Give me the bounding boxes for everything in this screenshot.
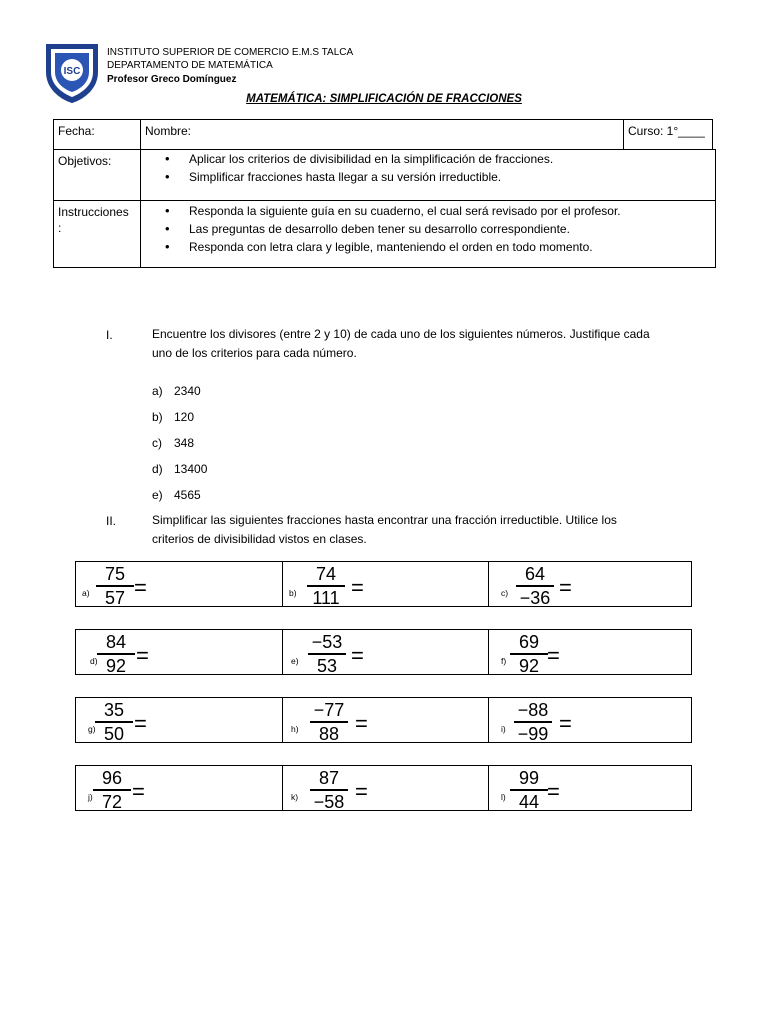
numerator: −88 (517, 700, 549, 720)
fraction-b (304, 564, 348, 608)
fraction-g (92, 700, 136, 744)
fraction-bar (516, 585, 554, 587)
item-letter: a) (152, 384, 163, 398)
fraction-cell-g[interactable] (76, 698, 282, 742)
fraction-h (307, 700, 351, 744)
item-letter: e) (152, 488, 163, 502)
fraction-cell-j[interactable] (76, 766, 282, 810)
objetivo-item: • Simplificar fracciones hasta llegar a su versión irreductible. (161, 168, 553, 186)
department-name: DEPARTAMENTO DE MATEMÁTICA (107, 60, 273, 71)
number-item-b (152, 410, 194, 424)
numerator: 99 (518, 768, 540, 788)
equals-sign: = (351, 643, 364, 668)
fraction-bar (93, 789, 131, 791)
fraction-label: l) (501, 792, 506, 802)
equals-sign: = (547, 779, 560, 804)
equals-sign: = (355, 779, 368, 804)
item-value: 348 (174, 436, 195, 450)
fraction-label: i) (501, 724, 506, 734)
page-title: MATEMÁTICA: SIMPLIFICACIÓN DE FRACCIONES (246, 93, 522, 105)
equals-sign: = (559, 575, 572, 600)
fraction-row (75, 629, 692, 675)
item-letter: c) (152, 436, 162, 450)
fraction-label: g) (88, 724, 96, 734)
fraction-bar (510, 789, 548, 791)
objetivos-list (161, 150, 553, 186)
curso-label: Curso: 1°____ (628, 124, 705, 138)
section2-numeral: II. (106, 514, 117, 528)
fraction-cell-l[interactable] (488, 766, 691, 810)
instruccion-item: • Las preguntas de desarrollo deben tener su desarrollo correspondiente. (161, 220, 621, 238)
denominator: 111 (312, 588, 340, 608)
fraction-cell-e[interactable] (282, 630, 488, 674)
fraction-bar (307, 585, 345, 587)
instrucciones-cell (140, 200, 716, 268)
fraction-label: a) (82, 588, 90, 598)
number-item-d (152, 462, 207, 476)
fraction-bar (96, 585, 134, 587)
fraction-label: c) (501, 588, 509, 598)
fraction-row (75, 765, 692, 811)
fraction-f (507, 632, 551, 676)
instrucciones-label: Instrucciones (58, 205, 129, 219)
numerator: 64 (524, 564, 546, 584)
fraction-k (307, 768, 351, 812)
curso-cell[interactable] (623, 119, 713, 150)
item-value: 13400 (174, 462, 208, 476)
nombre-label: Nombre: (145, 124, 192, 138)
numerator: 84 (105, 632, 127, 652)
fraction-label: d) (90, 656, 98, 666)
equals-sign: = (559, 711, 572, 736)
objetivos-label-cell (53, 149, 141, 201)
section1-statement: Encuentre los divisores (entre 2 y 10) de cada uno de los siguientes números. Justifique cada uno de los criterios para cada número. (152, 327, 650, 360)
denominator: 92 (105, 656, 127, 676)
equals-sign: = (132, 779, 145, 804)
objetivos-cell (140, 149, 716, 201)
fraction-l (507, 768, 551, 812)
numerator: 74 (315, 564, 337, 584)
fraction-label: h) (291, 724, 299, 734)
number-item-e (152, 488, 201, 502)
section1-numeral: I. (106, 328, 113, 342)
item-value: 4565 (174, 488, 201, 502)
number-item-a (152, 384, 201, 398)
section2-statement: Simplificar las siguientes fracciones hasta encontrar una fracción irreductible. Utilice los criterios de divisibilidad vistos en clases. (152, 513, 617, 546)
fraction-bar (95, 721, 133, 723)
fraction-e (305, 632, 349, 676)
fraction-row (75, 561, 692, 607)
teacher-name: Profesor Greco Domínguez (107, 74, 237, 85)
numerator: 69 (518, 632, 540, 652)
fraction-cell-a[interactable] (76, 562, 282, 606)
item-value: 120 (174, 410, 195, 424)
numerator: 87 (318, 768, 340, 788)
fraction-cell-k[interactable] (282, 766, 488, 810)
fraction-bar (310, 721, 348, 723)
instruccion-item: • Responda la siguiente guía en su cuaderno, el cual será revisado por el profesor. (161, 202, 621, 220)
fraction-i (511, 700, 555, 744)
denominator: −99 (517, 724, 549, 744)
equals-sign: = (547, 643, 560, 668)
objetivos-label: Objetivos: (58, 154, 112, 168)
item-letter: d) (152, 462, 163, 476)
numerator: −77 (313, 700, 345, 720)
instruccion-item: • Responda con letra clara y legible, manteniendo el orden en todo momento. (161, 238, 621, 256)
denominator: 53 (316, 656, 338, 676)
fraction-bar (308, 653, 346, 655)
number-item-c (152, 436, 194, 450)
fraction-label: k) (291, 792, 299, 802)
numerator: 75 (104, 564, 126, 584)
fraction-cell-h[interactable] (282, 698, 488, 742)
instrucciones-colon: : (58, 221, 62, 235)
denominator: 72 (101, 792, 123, 812)
fraction-label: e) (291, 656, 299, 666)
denominator: −58 (313, 792, 345, 812)
objetivo-item: • Aplicar los criterios de divisibilidad en la simplificación de fracciones. (161, 150, 553, 168)
equals-sign: = (136, 643, 149, 668)
fraction-label: f) (501, 656, 507, 666)
denominator: 88 (318, 724, 340, 744)
fraction-label: j) (88, 792, 93, 802)
fraction-bar (514, 721, 552, 723)
fecha-label: Fecha: (58, 124, 95, 138)
item-value: 2340 (174, 384, 201, 398)
equals-sign: = (351, 575, 364, 600)
instrucciones-label-cell (53, 200, 141, 268)
fraction-a (93, 564, 137, 608)
fraction-bar (310, 789, 348, 791)
denominator: 92 (518, 656, 540, 676)
logo-text: ISC (63, 66, 81, 77)
fraction-row (75, 697, 692, 743)
denominator: 50 (103, 724, 125, 744)
numerator: 96 (101, 768, 123, 788)
institution-name: INSTITUTO SUPERIOR DE COMERCIO E.M.S TALCA (107, 47, 354, 58)
nombre-cell[interactable] (140, 119, 624, 150)
item-letter: b) (152, 410, 163, 424)
fraction-label: b) (289, 588, 297, 598)
fraction-bar (97, 653, 135, 655)
fraction-c (513, 564, 557, 608)
equals-sign: = (134, 575, 147, 600)
equals-sign: = (134, 711, 147, 736)
fraction-cell-c[interactable] (488, 562, 691, 606)
fraction-cell-d[interactable] (76, 630, 282, 674)
fraction-bar (510, 653, 548, 655)
fraction-j (90, 768, 134, 812)
fraction-cell-b[interactable] (282, 562, 488, 606)
fraction-d (94, 632, 138, 676)
fraction-cell-i[interactable] (488, 698, 691, 742)
numerator: 35 (103, 700, 125, 720)
instrucciones-list (161, 202, 621, 256)
denominator: −36 (519, 588, 551, 608)
denominator: 44 (518, 792, 540, 812)
fraction-cell-f[interactable] (488, 630, 691, 674)
denominator: 57 (104, 588, 126, 608)
numerator: −53 (311, 632, 343, 652)
fecha-cell[interactable] (53, 119, 141, 150)
equals-sign: = (355, 711, 368, 736)
